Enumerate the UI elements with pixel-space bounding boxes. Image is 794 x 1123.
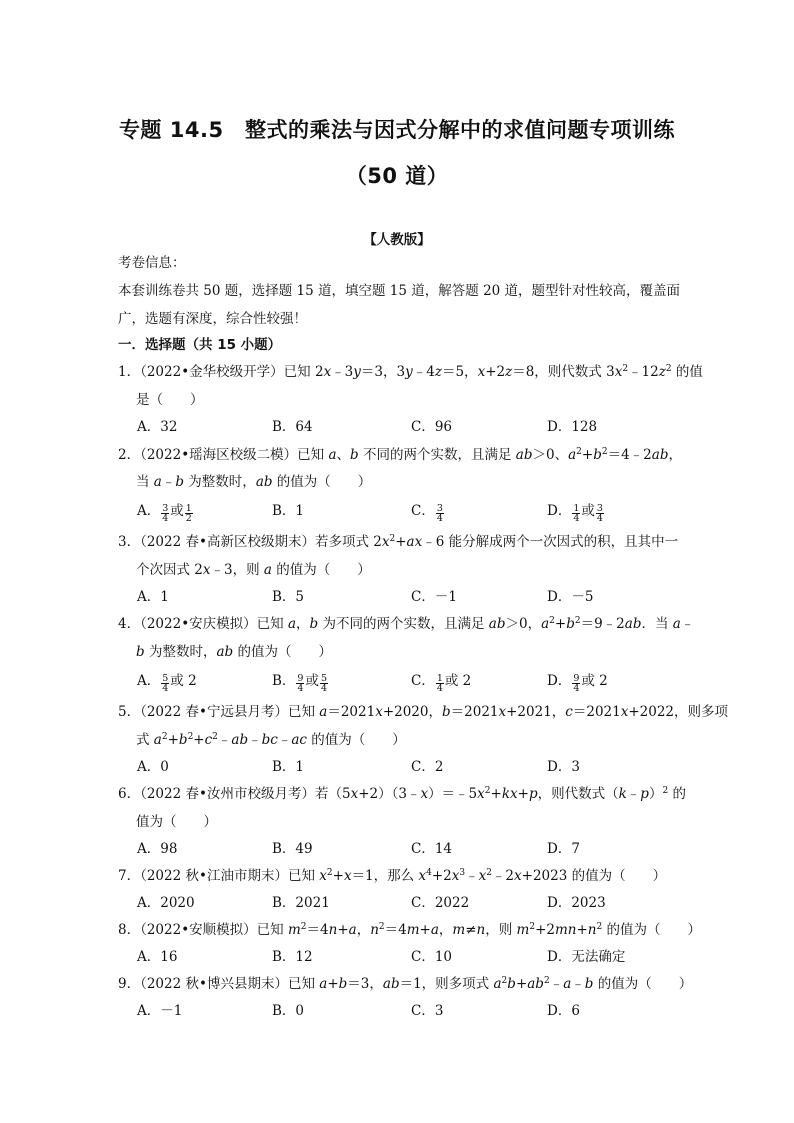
q4-option-b: B． $\frac{9}{4}$ 或 $\frac{5}{4}$ <box>272 673 328 694</box>
exam-info-line-2: 广，选题有深度，综合性较强！ <box>118 311 307 327</box>
q5-option-a: A．0 <box>137 759 169 775</box>
q2-option-b: B．1 <box>272 503 305 519</box>
exam-info-label: 考卷信息： <box>118 255 186 271</box>
q1-option-a: A．32 <box>137 419 178 435</box>
page-title: 专题 14.5 整式的乘法与因式分解中的求值问题专项训练 <box>118 118 676 142</box>
q4-option-c: C． $\frac{1}{4}$ 或 2 <box>411 673 472 694</box>
exam-info-line-1: 本套训练卷共 50 题，选择题 15 道，填空题 15 道，解答题 20 道，题型针对性较高，覆盖面 <box>118 283 681 299</box>
question-7: 7．（2022 秋•江油市期末）已知 $x^2+x=1$，那么 $x^4+2x^3﹣x^2﹣2x+2023$ 的值为（ ） <box>118 868 667 884</box>
question-3-continued: 个次因式 2x﹣3，则 a 的值为（ ） <box>136 562 371 578</box>
q7-option-c: C．2022 <box>411 895 470 911</box>
question-1-continued: 是（ ） <box>136 392 204 408</box>
question-4-continued: b 为整数时，ab 的值为（ ） <box>136 644 332 660</box>
q8-option-c: C．10 <box>411 949 453 965</box>
q9-option-a: A．－1 <box>137 1003 183 1019</box>
question-6-continued: 值为（ ） <box>136 814 217 830</box>
q2-option-d: D． $\frac{1}{4}$ 或 $\frac{3}{4}$ <box>547 503 603 524</box>
q3-option-a: A．1 <box>137 589 169 605</box>
q1-option-c: C．96 <box>411 419 453 435</box>
q1-option-d: D．128 <box>547 419 598 435</box>
question-4: 4．（2022•安庆模拟）已知 a，b 为不同的两个实数，且满足 ab＞0，$a^2+b^2=9﹣2ab$．当 a﹣ <box>118 616 695 632</box>
q3-option-c: C．－1 <box>411 589 457 605</box>
question-1: 1．（2022•金华校级开学）已知 2x﹣3y＝3，3y﹣4z＝5，x+2z＝8，则代数式 $3x^2﹣12z^2$ 的值 <box>118 364 703 380</box>
question-2: 2．（2022•瑶海区校级二模）已知 a、b 不同的两个实数，且满足 ab＞0、$a^2+b^2=4﹣2ab$， <box>118 447 682 463</box>
question-3: 3．（2022 春•高新区校级期末）若多项式 $2x^2+ax﹣6$ 能分解成两个一次因式的积，且其中一 <box>118 534 679 550</box>
q9-option-c: C．3 <box>411 1003 444 1019</box>
q6-option-c: C．14 <box>411 841 453 857</box>
question-5-continued: 式 $a^2+b^2+c^2﹣ab﹣bc﹣ac$ 的值为（ ） <box>136 732 406 748</box>
question-9: 9．（2022 秋•博兴县期末）已知 a+b＝3，ab＝1，则多项式 $a^2b+ab^2﹣a﹣b$ 的值为（ ） <box>118 976 693 992</box>
q8-option-b: B．12 <box>272 949 313 965</box>
q8-option-a: A．16 <box>137 949 178 965</box>
q9-option-b: B．0 <box>272 1003 305 1019</box>
q7-option-b: B．2021 <box>272 895 330 911</box>
q8-option-d: D．无法确定 <box>547 949 626 965</box>
q3-option-d: D．－5 <box>547 589 594 605</box>
q7-option-d: D．2023 <box>547 895 606 911</box>
q4-option-a: A． $\frac{5}{4}$ 或 2 <box>137 673 197 694</box>
q7-option-a: A．2020 <box>137 895 195 911</box>
q6-option-d: D．7 <box>547 841 580 857</box>
q6-option-a: A．98 <box>137 841 178 857</box>
q1-option-b: B．64 <box>272 419 313 435</box>
question-8: 8．（2022•安顺模拟）已知 $m^2=4n+a$，$n^2=4m+a$，m≠n，则 $m^2+2mn+n^2$ 的值为（ ） <box>118 922 702 938</box>
q9-option-d: D．6 <box>547 1003 580 1019</box>
question-2-continued: 当 a﹣b 为整数时，ab 的值为（ ） <box>136 474 372 490</box>
page-title-count: （50 道） <box>345 164 449 188</box>
q6-option-b: B．49 <box>272 841 313 857</box>
question-6: 6．（2022 春•汝州市校级月考）若$(5x+2)(3﹣x)=﹣5x^2+kx+p$，则代数式（k﹣p）$^2$ 的 <box>118 786 686 802</box>
section-heading: 一．选择题（共 15 小题） <box>118 337 282 353</box>
question-5: 5．（2022 春•宁远县月考）已知 a＝2021x+2020，b＝2021x+2021，c＝2021x+2022，则多项 <box>118 704 729 720</box>
q3-option-b: B．5 <box>272 589 305 605</box>
q5-option-c: C．2 <box>411 759 444 775</box>
q2-option-c: C． $\frac{3}{4}$ <box>411 503 443 524</box>
edition-label: 【人教版】 <box>363 232 431 248</box>
q5-option-b: B．1 <box>272 759 305 775</box>
q4-option-d: D． $\frac{9}{4}$ 或 2 <box>547 673 608 694</box>
q5-option-d: D．3 <box>547 759 580 775</box>
q2-option-a: A． $\frac{3}{4}$ 或 $\frac{1}{2}$ <box>137 503 192 524</box>
